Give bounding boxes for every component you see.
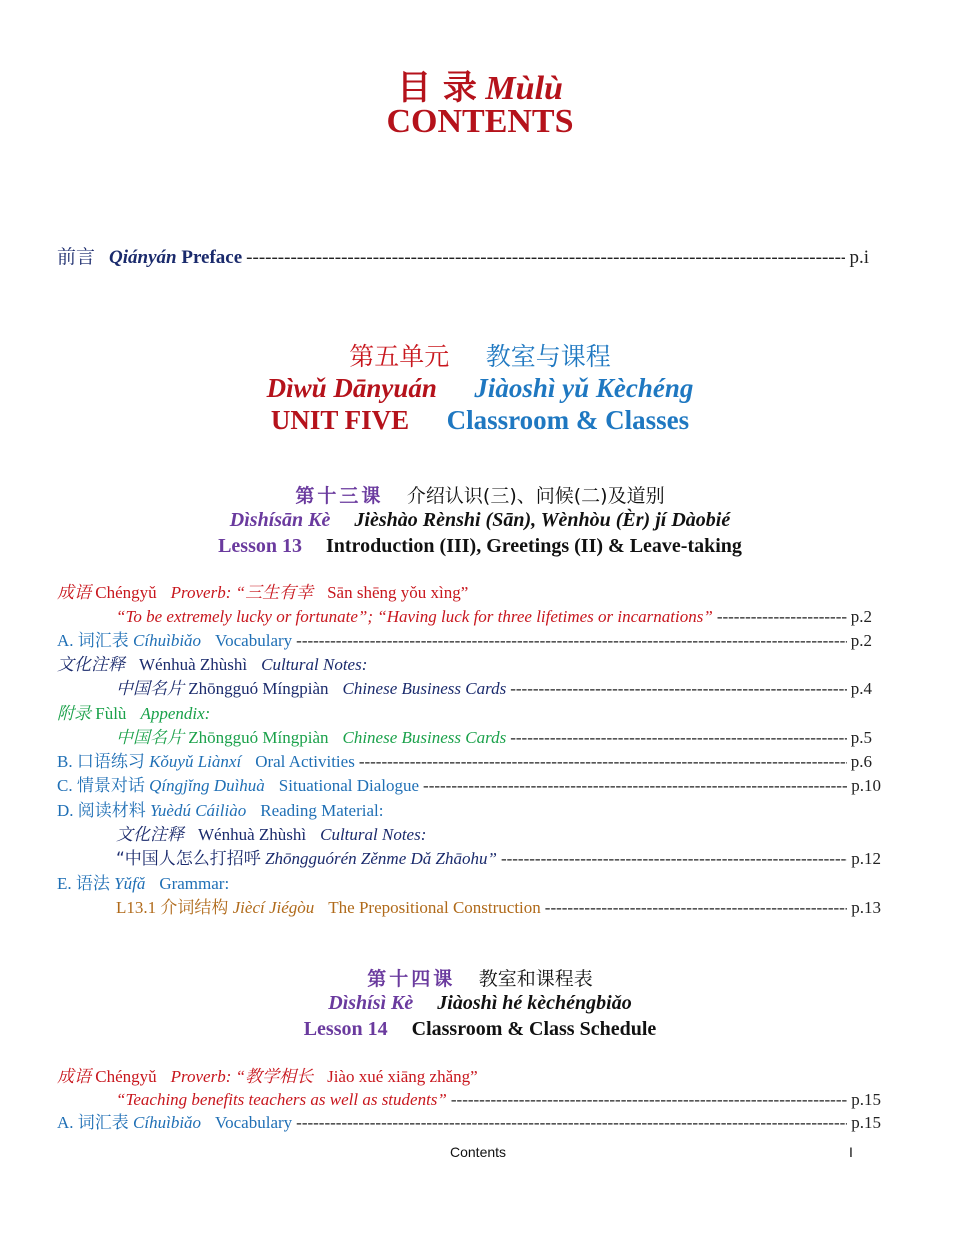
section-english: Grammar: bbox=[159, 874, 230, 893]
section-pinyin: Qíngjǐng Duìhuà bbox=[149, 776, 265, 795]
subentry-pinyin: Zhōngguó Míngpiàn bbox=[188, 679, 329, 698]
toc-entry-appendix-business-cards[interactable] bbox=[116, 727, 872, 749]
subentry-english: The Prepositional Construction bbox=[328, 898, 541, 917]
dot-leader bbox=[423, 775, 847, 797]
unit-number-pinyin: Dìwǔ Dānyuán bbox=[266, 373, 437, 403]
section-letter: C. bbox=[57, 776, 73, 795]
proverb-label: Proverb: “ bbox=[170, 1067, 246, 1086]
page-number: p.i bbox=[849, 247, 869, 268]
page-number: p.2 bbox=[850, 607, 872, 626]
lesson14-header-pinyin bbox=[0, 992, 960, 1015]
lesson13-title-chinese: 介绍认识(三)、问候(二)及道别 bbox=[406, 485, 665, 507]
appendix-pinyin: Fùlù bbox=[95, 704, 127, 723]
proverb-idiom-pinyin: Jiào xué xiāng zhǎng” bbox=[327, 1067, 478, 1086]
title-pinyin: Mùlù bbox=[485, 70, 563, 107]
section-letter: A. bbox=[57, 1113, 74, 1132]
lesson14-title-chinese: 教室和课程表 bbox=[478, 968, 593, 990]
dot-leader bbox=[545, 897, 847, 919]
appendix-chinese: 附录 bbox=[57, 704, 91, 724]
toc-entry-proverb-13-meaning[interactable] bbox=[116, 606, 872, 628]
cultural-pinyin: Wénhuà Zhùshì bbox=[139, 655, 248, 674]
lesson13-header-pinyin bbox=[0, 509, 960, 532]
lesson13-title-english: Introduction (III), Greetings (II) & Leave-taking bbox=[325, 535, 742, 557]
subentry-pinyin: Jiècí Jiégòu bbox=[232, 898, 315, 917]
subentry-chinese: 介词结构 bbox=[160, 898, 229, 918]
lesson14-number-chinese: 第十四课 bbox=[367, 968, 456, 990]
lesson14-number-pinyin: Dìshísì Kè bbox=[328, 992, 414, 1014]
section-english: Vocabulary bbox=[215, 631, 293, 650]
proverb-pinyin: Chéngyǔ bbox=[95, 583, 157, 602]
proverb-chinese: 成语 bbox=[57, 583, 91, 603]
unit-title-english: Classroom & Classes bbox=[446, 405, 690, 435]
subentry-chinese: 文化注释 bbox=[116, 825, 184, 845]
page-number: p.5 bbox=[850, 728, 872, 747]
toc-entry-how-chinese-greet[interactable] bbox=[116, 848, 881, 870]
toc-entry-reading-material bbox=[57, 800, 383, 822]
proverb-idiom-pinyin: Sān shēng yǒu xìng” bbox=[327, 583, 469, 602]
preface-chinese: 前言 bbox=[57, 246, 96, 268]
subentry-chinese: 中国名片 bbox=[116, 728, 184, 748]
section-english: Vocabulary bbox=[215, 1113, 293, 1132]
page-number: p.15 bbox=[851, 1090, 881, 1109]
subentry-pinyin: Wénhuà Zhùshì bbox=[198, 825, 307, 844]
section-chinese: 词汇表 bbox=[77, 1113, 129, 1133]
section-chinese: 语法 bbox=[75, 874, 110, 894]
unit-header-english bbox=[0, 405, 960, 436]
dot-leader bbox=[510, 727, 847, 749]
toc-entry-vocabulary-14[interactable] bbox=[57, 1112, 881, 1134]
lesson13-header-english bbox=[0, 535, 960, 558]
toc-entry-business-cards[interactable] bbox=[116, 678, 872, 700]
section-letter: B. bbox=[57, 752, 73, 771]
page-number: p.6 bbox=[850, 752, 872, 771]
section-letter: E. bbox=[57, 874, 72, 893]
toc-entry-proverb-13[interactable] bbox=[57, 582, 468, 604]
page-number: p.12 bbox=[851, 849, 881, 868]
proverb-chinese: 成语 bbox=[57, 1067, 91, 1087]
lesson13-number-english: Lesson 13 bbox=[218, 535, 302, 557]
section-chinese: 情景对话 bbox=[76, 776, 145, 796]
item-pinyin: Zhōngguórén Zěnme Dǎ Zhāohu” bbox=[265, 849, 497, 868]
lesson13-number-pinyin: Dìshísān Kè bbox=[229, 509, 331, 531]
proverb-pinyin: Chéngyǔ bbox=[95, 1067, 157, 1086]
footer-label: Contents bbox=[450, 1144, 507, 1160]
title-chinese: 目 录 bbox=[397, 68, 477, 108]
page-title-chinese bbox=[0, 60, 960, 109]
section-pinyin: Cíhuìbiǎo bbox=[133, 1113, 202, 1132]
subentry-english: Cultural Notes: bbox=[320, 825, 427, 844]
unit-title-pinyin: Jiàoshì yǔ Kèchéng bbox=[474, 373, 694, 403]
lesson14-title-english: Classroom & Class Schedule bbox=[411, 1018, 657, 1040]
proverb-meaning: “To be extremely lucky or fortunate”; “Having luck for three lifetimes or incarnations” bbox=[116, 607, 713, 626]
lesson13-number-chinese: 第十三课 bbox=[295, 485, 384, 507]
page-title: CONTENTS bbox=[386, 103, 574, 140]
page-number: p.13 bbox=[851, 898, 881, 917]
unit-number-english: UNIT FIVE bbox=[270, 405, 410, 435]
proverb-idiom: 教学相长 bbox=[245, 1067, 314, 1087]
appendix-english: Appendix: bbox=[140, 704, 211, 723]
toc-entry-vocabulary-13[interactable] bbox=[57, 630, 872, 652]
unit-header-pinyin bbox=[0, 373, 960, 404]
dot-leader bbox=[451, 1089, 847, 1111]
section-pinyin: Yuèdú Cáiliào bbox=[150, 801, 247, 820]
dot-leader bbox=[296, 630, 847, 652]
page-number: p.10 bbox=[851, 776, 881, 795]
section-chinese: 词汇表 bbox=[77, 631, 129, 651]
proverb-meaning: “Teaching benefits teachers as well as students” bbox=[116, 1090, 447, 1109]
dot-leader bbox=[501, 848, 847, 870]
unit-number-chinese: 第五单元 bbox=[349, 342, 450, 371]
dot-leader bbox=[296, 1112, 847, 1134]
footer-page-number: I bbox=[849, 1144, 853, 1160]
section-chinese: 阅读材料 bbox=[77, 801, 146, 821]
toc-entry-appendix bbox=[57, 703, 210, 725]
lesson13-header-chinese bbox=[0, 481, 960, 508]
subentry-pinyin: Zhōngguó Míngpiàn bbox=[188, 728, 329, 747]
subentry-english: Chinese Business Cards bbox=[342, 728, 507, 747]
section-letter: A. bbox=[57, 631, 74, 650]
cultural-english: Cultural Notes: bbox=[261, 655, 368, 674]
lesson14-header-chinese bbox=[0, 964, 960, 991]
proverb-idiom: 三生有幸 bbox=[245, 583, 314, 603]
unit-header-chinese bbox=[0, 337, 960, 373]
toc-entry-reading-cultural-notes bbox=[116, 824, 426, 846]
proverb-label: Proverb: “ bbox=[170, 583, 246, 602]
toc-entry-cultural-notes bbox=[57, 654, 367, 676]
lesson13-title-pinyin: Jièshào Rènshi (Sān), Wènhòu (Èr) jí Dàobié bbox=[354, 509, 731, 531]
toc-entry-prepositional-construction[interactable] bbox=[116, 897, 881, 919]
lesson14-title-pinyin: Jiàoshì hé kèchéngbiǎo bbox=[437, 992, 632, 1014]
toc-entry-oral-activities[interactable] bbox=[57, 751, 872, 773]
lesson14-number-english: Lesson 14 bbox=[303, 1018, 388, 1040]
dot-leader bbox=[359, 751, 847, 773]
dot-leader bbox=[510, 678, 847, 700]
toc-entry-proverb-14-meaning[interactable] bbox=[116, 1089, 881, 1111]
section-english: Oral Activities bbox=[255, 752, 355, 771]
preface-english: Preface bbox=[181, 247, 243, 268]
grammar-code: L13.1 bbox=[116, 898, 157, 917]
page-number: p.2 bbox=[850, 631, 872, 650]
unit-title-chinese: 教室与课程 bbox=[485, 342, 611, 371]
section-chinese: 口语练习 bbox=[76, 752, 145, 772]
toc-entry-preface[interactable] bbox=[57, 246, 869, 269]
dot-leader bbox=[246, 247, 845, 269]
preface-pinyin: Qiányán bbox=[109, 247, 177, 268]
subentry-chinese: 中国名片 bbox=[116, 679, 184, 699]
section-english: Reading Material: bbox=[260, 801, 384, 820]
section-english: Situational Dialogue bbox=[278, 776, 420, 795]
toc-entry-situational-dialogue[interactable] bbox=[57, 775, 881, 797]
toc-entry-grammar bbox=[57, 873, 229, 895]
page-number: p.15 bbox=[851, 1113, 881, 1132]
dot-leader bbox=[717, 606, 847, 628]
cultural-chinese: 文化注释 bbox=[57, 655, 125, 675]
item-chinese: “中国人怎么打招呼 bbox=[116, 849, 261, 869]
section-pinyin: Cíhuìbiǎo bbox=[133, 631, 202, 650]
toc-entry-proverb-14[interactable] bbox=[57, 1066, 478, 1088]
section-letter: D. bbox=[57, 801, 74, 820]
page-number: p.4 bbox=[850, 679, 872, 698]
section-pinyin: Kǒuyǔ Liànxí bbox=[149, 752, 242, 771]
section-pinyin: Yǔfǎ bbox=[114, 874, 146, 893]
subentry-english: Chinese Business Cards bbox=[342, 679, 507, 698]
lesson14-header-english bbox=[0, 1018, 960, 1041]
